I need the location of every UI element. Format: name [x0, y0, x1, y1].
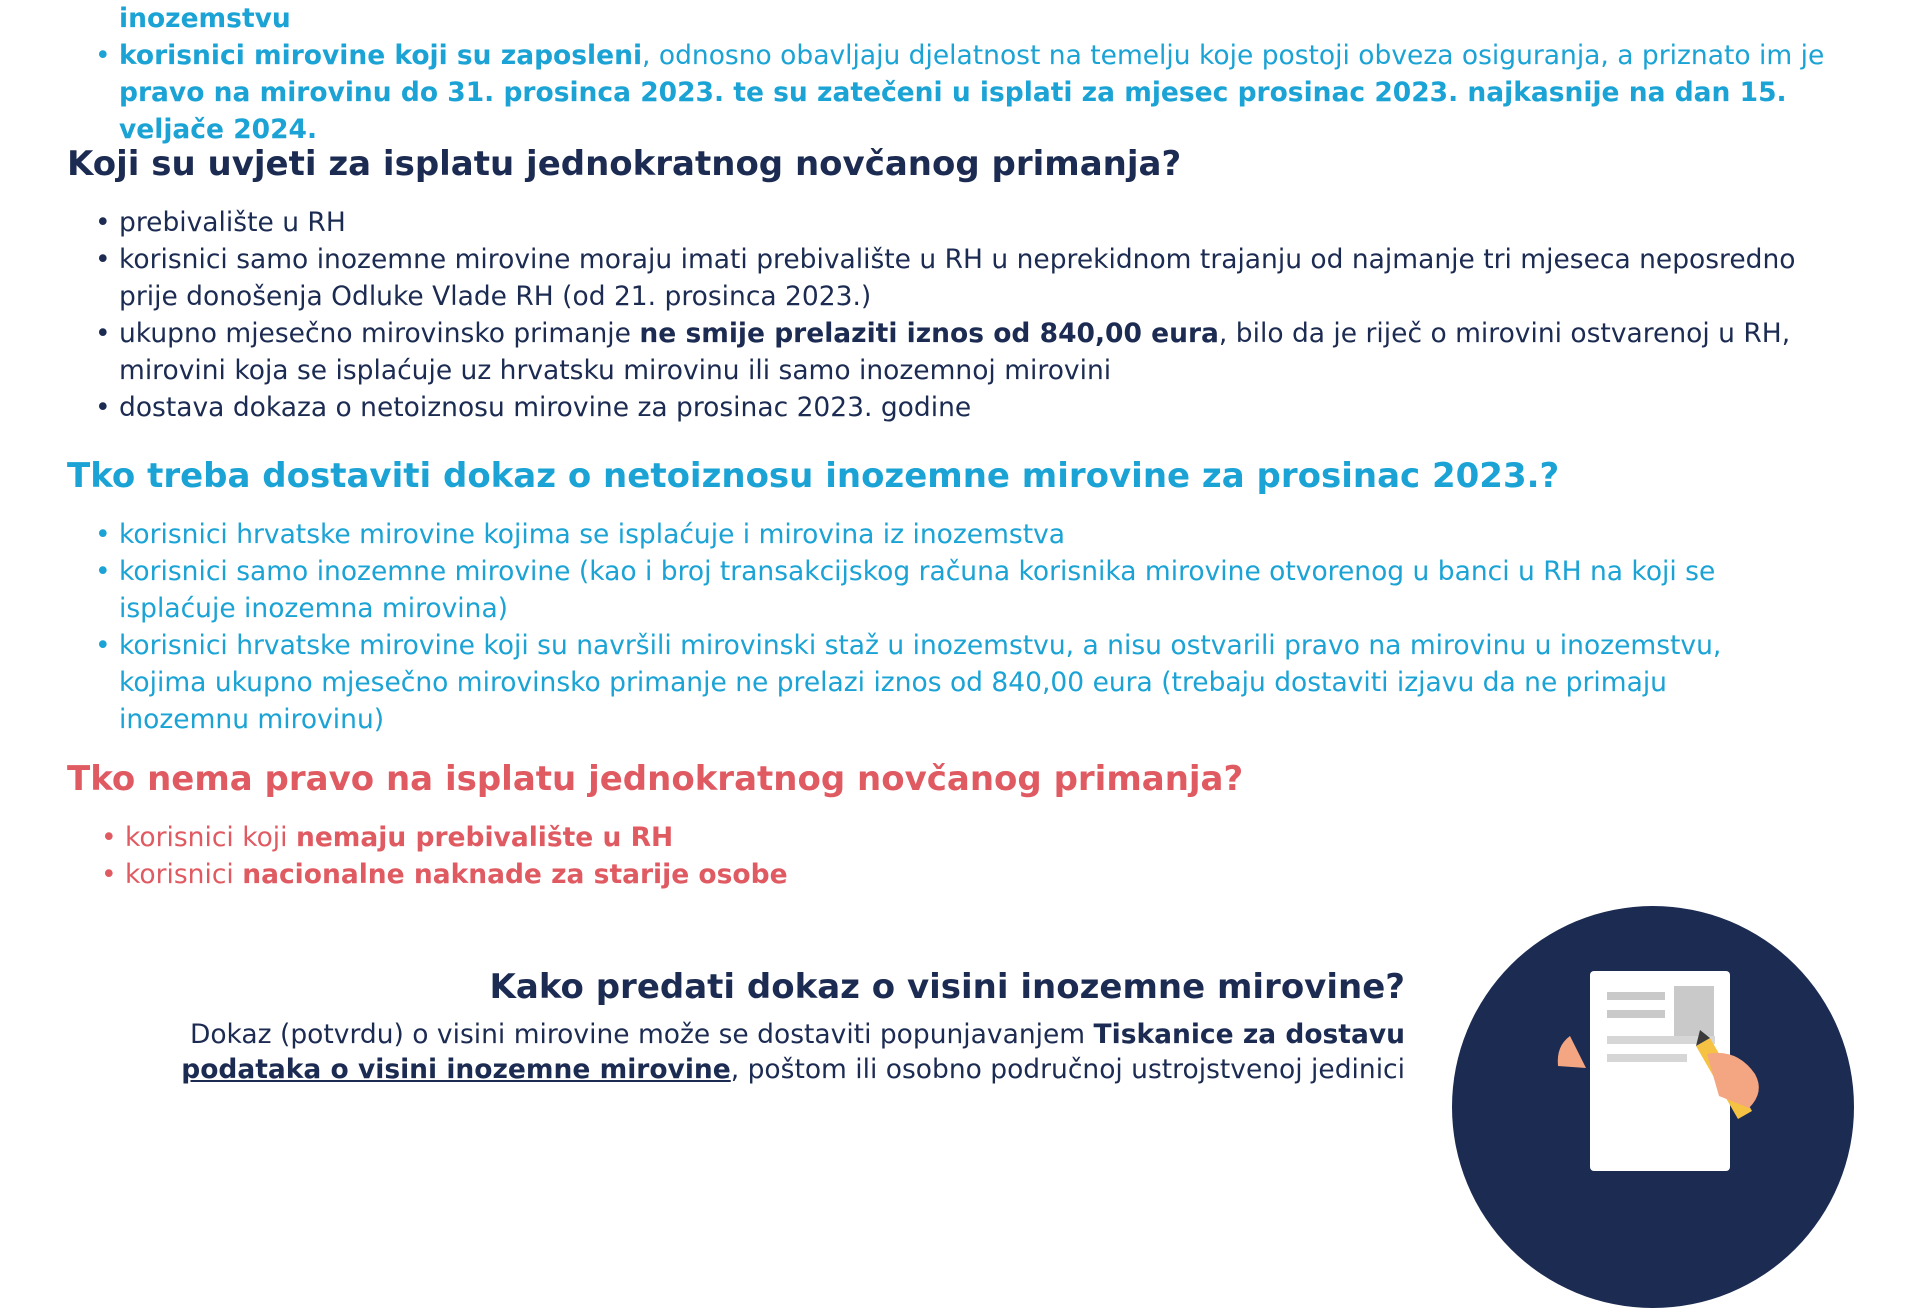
- list-item: [95, 37, 1895, 148]
- list-item: [95, 627, 1895, 738]
- list-item-text: , bilo da je riječ o mirovini ostvarenoj u RH,: [1218, 318, 1791, 349]
- form-link-text: podataka o visini inozemne mirovine: [181, 1054, 731, 1085]
- bullet-dot: •: [101, 859, 117, 890]
- bullet-dot: •: [95, 556, 111, 587]
- how-to-submit-section: [160, 965, 1405, 1087]
- list-item: [95, 0, 1895, 37]
- bullet-dot: •: [95, 630, 111, 661]
- list-item-text: ukupno mjesečno mirovinsko primanje: [119, 318, 640, 349]
- list-item: [101, 819, 1901, 856]
- paper-image-block: [1674, 986, 1714, 1036]
- heading-not-eligible: Tko nema pravo na isplatu jednokratnog novčanog primanja?: [67, 759, 1244, 799]
- list-item-text: prije donošenja Odluke Vlade RH (od 21. prosinca 2023.): [119, 281, 872, 312]
- list-item-text: inozemnu mirovinu): [119, 704, 385, 735]
- paper-line: [1607, 1054, 1687, 1062]
- list-item-text: korisnici hrvatske mirovine koji su navršili mirovinski staž u inozemstvu, a nisu ostvarili pravo na mirovinu u inozemstvu,: [119, 630, 1722, 661]
- list-item-text: korisnici: [125, 859, 243, 890]
- list-item-text: inozemstvu: [119, 3, 291, 34]
- conditions-list: [95, 204, 1895, 426]
- bullet-dot: •: [95, 244, 111, 275]
- list-item-text: mirovini koja se isplaćuje uz hrvatsku mirovinu ili samo inozemnoj mirovini: [119, 355, 1112, 386]
- list-item-text: korisnici koji: [125, 822, 296, 853]
- paper-line: [1607, 1010, 1665, 1018]
- list-item: [95, 241, 1895, 315]
- paragraph-text: Dokaz (potvrdu) o visini mirovine može se dostaviti popunjavanjem: [189, 1019, 1094, 1050]
- list-item-text: prebivalište u RH: [119, 207, 346, 238]
- paper-line: [1607, 992, 1665, 1000]
- heading-conditions: Koji su uvjeti za isplatu jednokratnog novčanog primanja?: [67, 144, 1182, 184]
- list-item: [95, 553, 1895, 627]
- paragraph-bold: Tiskanice za dostavu: [1093, 1019, 1405, 1050]
- bullet-dot: •: [95, 392, 111, 423]
- list-item-bold: nacionalne naknade za starije osobe: [242, 859, 788, 890]
- list-item-bold: nemaju prebivalište u RH: [295, 822, 674, 853]
- who-submits-proof-list: [95, 516, 1895, 738]
- list-item: [95, 516, 1895, 553]
- bullet-dot: •: [95, 318, 111, 349]
- heading-who-submits-proof: Tko treba dostaviti dokaz o netoiznosu inozemne mirovine za prosinac 2023.?: [67, 456, 1560, 496]
- how-to-submit-text: [160, 1017, 1405, 1087]
- document-with-pencil-illustration: [1452, 906, 1854, 1308]
- heading-how-to-submit: Kako predati dokaz o visini inozemne mirovine?: [489, 967, 1405, 1007]
- list-item-text: isplaćuje inozemna mirovina): [119, 593, 509, 624]
- list-item-bold: korisnici mirovine koji su zaposleni: [119, 40, 643, 71]
- list-item: [101, 856, 1901, 893]
- list-item-text: kojima ukupno mjesečno mirovinsko primanje ne prelazi iznos od 840,00 eura (trebaju dostaviti izjavu da ne primaju: [119, 667, 1667, 698]
- not-eligible-list: [101, 819, 1901, 893]
- list-item-bold: pravo na mirovinu do 31. prosinca 2023. te su zatečeni u isplati za mjesec prosinac 2023. najkasnije na dan 15. veljače 2024.: [119, 77, 1787, 145]
- paragraph-text: , poštom ili osobno područnoj ustrojstvenoj jedinici: [730, 1054, 1405, 1085]
- bullet-dot: •: [95, 207, 111, 238]
- list-item-text: korisnici samo inozemne mirovine moraju imati prebivalište u RH u neprekidnom trajanju od najmanje tri mjeseca neposredno: [119, 244, 1796, 275]
- list-item-text: dostava dokaza o netoiznosu mirovine za prosinac 2023. godine: [119, 392, 972, 423]
- list-item-text: korisnici hrvatske mirovine kojima se isplaćuje i mirovina iz inozemstva: [119, 519, 1066, 550]
- bullet-dot: •: [95, 519, 111, 550]
- eligible-recipients-list: [95, 0, 1895, 148]
- document-with-pencil-icon: [1452, 906, 1854, 1308]
- list-item-text: , odnosno obavljaju djelatnost na temelju koje postoji obveza osiguranja, a priznato im je: [642, 40, 1825, 71]
- bullet-dot: •: [95, 40, 111, 71]
- list-item-bold: ne smije prelaziti iznos od 840,00 eura: [639, 318, 1219, 349]
- list-item: [95, 315, 1895, 389]
- list-item: [95, 204, 1895, 241]
- bullet-dot: •: [101, 822, 117, 853]
- list-item-text: korisnici samo inozemne mirovine (kao i broj transakcijskog računa korisnika mirovine otvorenog u banci u RH na koji se: [119, 556, 1716, 587]
- list-item: [95, 389, 1895, 426]
